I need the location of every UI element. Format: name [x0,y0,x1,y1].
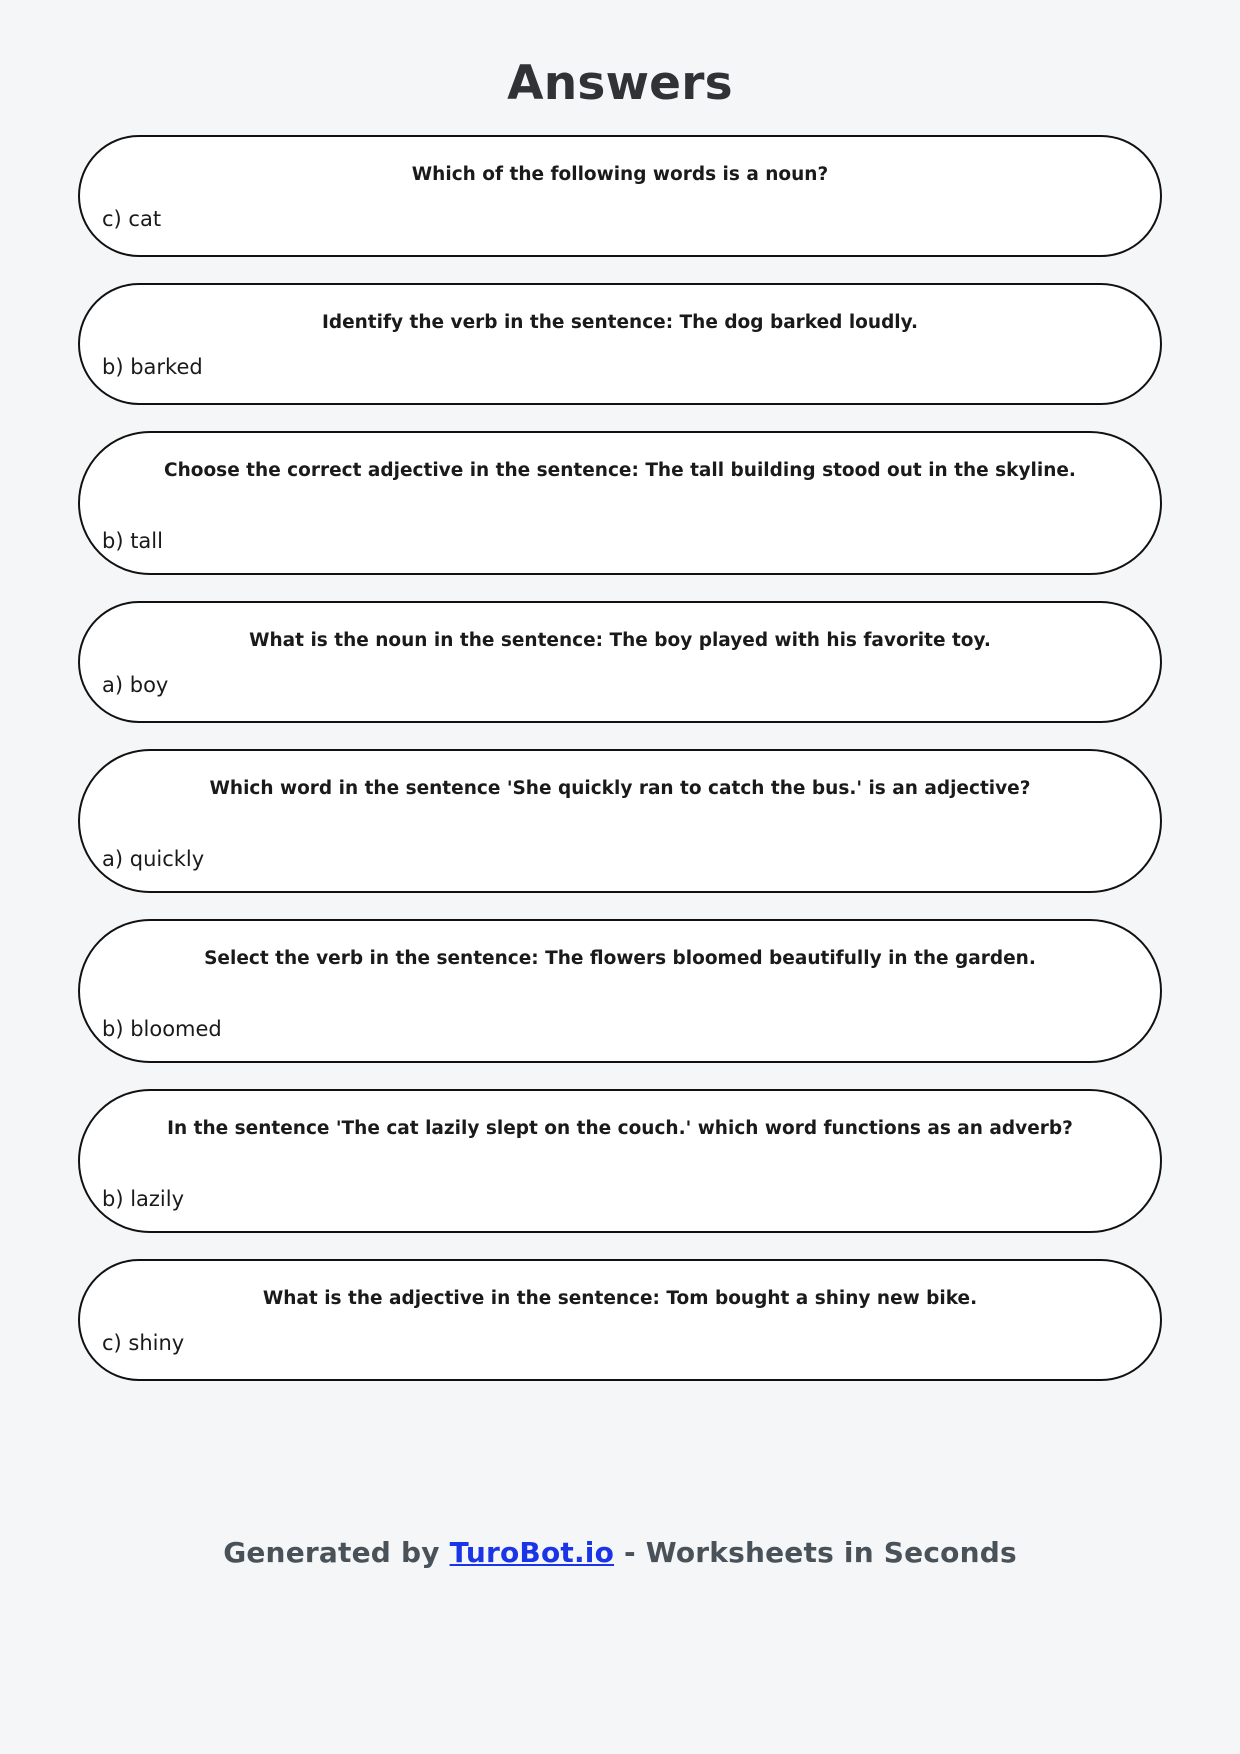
answer-card [78,919,1162,1063]
answer-card [78,135,1162,257]
answer-text: b) lazily [102,1186,185,1211]
question-text: Select the verb in the sentence: The flowers bloomed beautifully in the garden. [204,948,1036,970]
question-text: What is the adjective in the sentence: Tom bought a shiny new bike. [262,1288,978,1310]
answer-text: b) bloomed [102,1016,222,1041]
answer-card [78,1259,1162,1381]
turobot-link[interactable]: TuroBot.io [449,1536,615,1569]
answer-card [78,601,1162,723]
question-text: In the sentence 'The cat lazily slept on the couch.' which word functions as an adverb? [167,1118,1073,1140]
answer-card [78,749,1162,893]
answer-card [78,283,1162,405]
answers-list [0,135,1240,1407]
answer-text: a) quickly [102,846,205,871]
answer-text: c) shiny [102,1330,185,1355]
answer-text: b) tall [102,528,163,553]
answer-card [78,1089,1162,1233]
question-text: Identify the verb in the sentence: The dog barked loudly. [321,312,919,334]
answer-text: a) boy [102,672,169,697]
page-title: Answers [507,56,733,111]
question-text: What is the noun in the sentence: The boy played with his favorite toy. [249,630,991,652]
question-text: Which word in the sentence 'She quickly ran to catch the bus.' is an adjective? [209,778,1031,800]
answer-text: c) cat [102,206,162,231]
answer-text: b) barked [102,354,203,379]
answer-card [78,431,1162,575]
footer [0,1536,1240,1569]
footer-suffix: - Worksheets in Seconds [614,1536,1017,1569]
footer-prefix: Generated by [223,1536,450,1569]
question-text: Which of the following words is a noun? [411,164,829,186]
question-text: Choose the correct adjective in the sentence: The tall building stood out in the skyline. [164,460,1076,482]
